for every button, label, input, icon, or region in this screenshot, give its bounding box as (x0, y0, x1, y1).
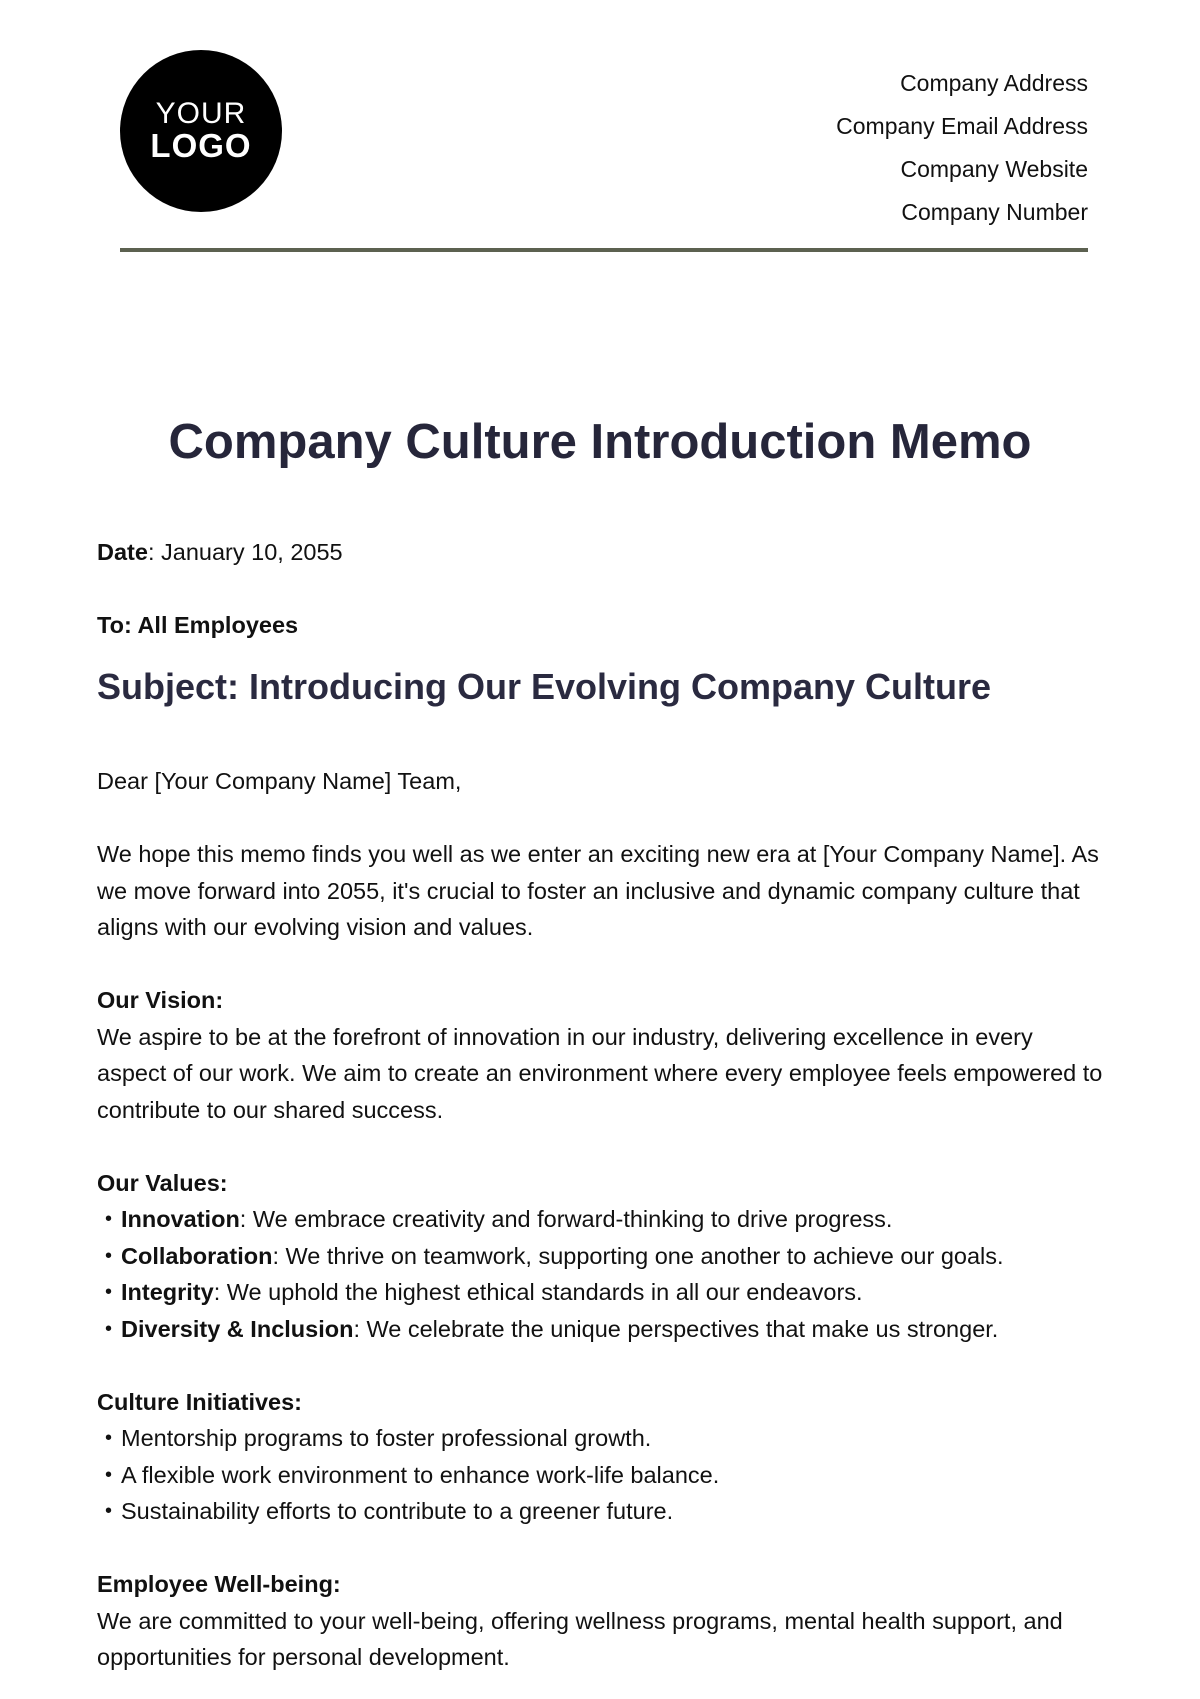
initiatives-list (97, 1420, 1107, 1530)
values-heading (97, 1165, 1107, 1202)
company-email: Company Email Address (836, 113, 1088, 139)
wellbeing-heading-text: Employee Well-being: (97, 1571, 341, 1597)
values-list (97, 1201, 1107, 1347)
company-info (836, 62, 1088, 234)
date-label: Date (97, 539, 148, 565)
memo-body (97, 534, 1107, 1676)
value-text: : We uphold the highest ethical standards in all our endeavors. (213, 1279, 863, 1305)
list-item: • Sustainability efforts to contribute to a greener future. (97, 1493, 1107, 1530)
value-text: : We celebrate the unique perspectives that make us stronger. (353, 1315, 999, 1342)
value-term: Innovation (121, 1206, 240, 1232)
to-line: To: All Employees (97, 611, 299, 638)
initiatives-heading-text: Culture Initiatives: (97, 1388, 303, 1415)
date-value: : January 10, 2055 (147, 539, 343, 565)
wellbeing-heading (97, 1566, 1107, 1603)
memo-title: Company Culture Introduction Memo (168, 415, 1032, 469)
logo-line-1: YOUR (155, 96, 247, 130)
values-heading-text: Our Values: (97, 1169, 228, 1196)
company-number: Company Number (901, 199, 1088, 225)
value-text: : We embrace creativity and forward-thinking to drive progress. (239, 1206, 893, 1232)
list-item (97, 1238, 1107, 1275)
memo-subject: Subject: Introducing Our Evolving Company Culture (97, 666, 992, 707)
logo-line-2: LOGO (150, 127, 252, 165)
value-term: Integrity (121, 1279, 214, 1305)
value-text: : We thrive on teamwork, supporting one another to achieve our goals. (272, 1242, 1004, 1269)
vision-heading (97, 982, 1107, 1019)
list-item: • Mentorship programs to foster professional growth. (97, 1420, 1107, 1457)
list-item: • A flexible work environment to enhance work-life balance. (97, 1457, 1107, 1494)
greeting: Dear [Your Company Name] Team, (97, 768, 462, 794)
wellbeing-text: We are committed to your well-being, offering wellness programs, mental health support, and opportunities for personal development. (97, 1607, 1063, 1670)
company-address: Company Address (900, 70, 1088, 96)
value-term: Collaboration (121, 1242, 273, 1269)
initiatives-heading (97, 1384, 1107, 1421)
intro-paragraph: We hope this memo finds you well as we enter an exciting new era at [Your Company Name]. As we move forward into 2055, it's crucial to foster an inclusive and dynamic company culture that aligns with our evolving vision and values. (97, 841, 1099, 940)
memo-date (97, 534, 1107, 571)
vision-text: We aspire to be at the forefront of innovation in our industry, delivering excellence in every aspect of our work. We aim to create an environment where every employee feels empowered to contribute to our shared success. (97, 1023, 1103, 1123)
company-logo (120, 50, 282, 212)
header-divider (120, 248, 1088, 252)
list-item (97, 1311, 1107, 1348)
value-term: Diversity & Inclusion (121, 1315, 354, 1342)
memo-recipient (97, 607, 1107, 644)
company-website: Company Website (900, 156, 1088, 182)
list-item (97, 1274, 1107, 1311)
vision-heading-text: Our Vision: (97, 987, 224, 1013)
list-item (97, 1201, 1107, 1238)
